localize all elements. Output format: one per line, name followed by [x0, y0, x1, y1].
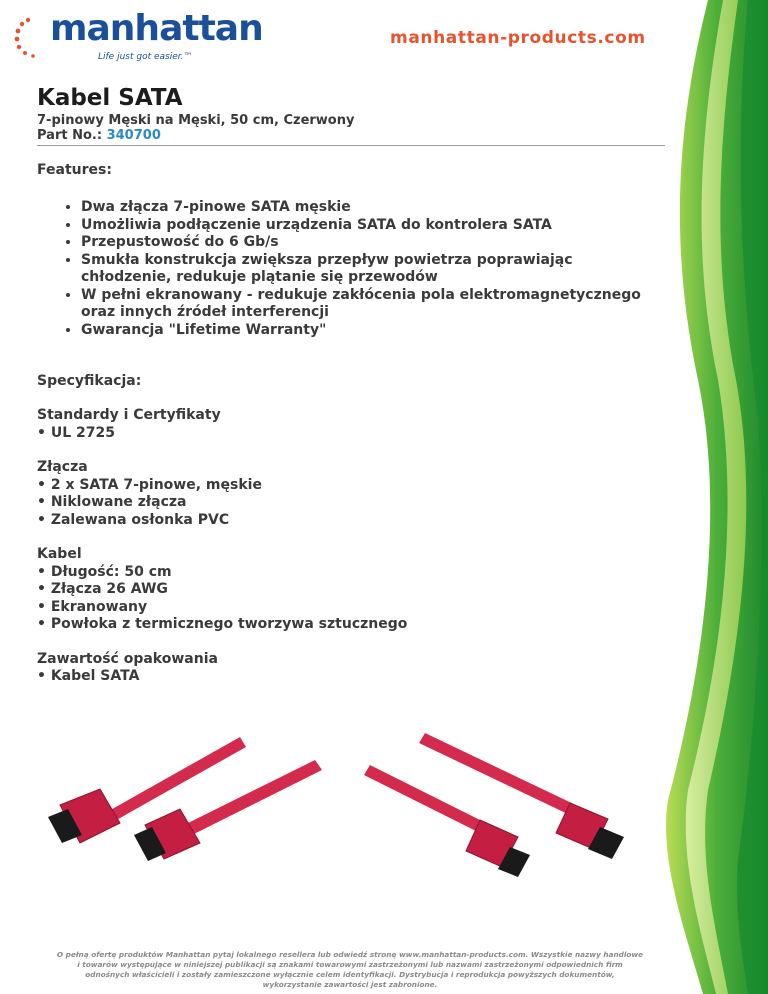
spec-item: • Niklowane złącza	[37, 494, 187, 510]
footer-line: odnośnych właścicieli i zostały zamieszczone wyłącznie celem identyfikacji. Dystrybucja i reprodukcja powyższych dokumentów,	[85, 970, 615, 979]
spec-item: • Ekranowany	[37, 598, 148, 615]
spec-item: • Złącza 26 AWG	[37, 581, 168, 597]
logo-wordmark: manhattan	[50, 8, 263, 49]
spec-group-standards	[37, 407, 665, 442]
spec-item: • Kabel SATA	[37, 668, 140, 684]
spec-item: • UL 2725	[37, 424, 115, 441]
feature-item: • W pełni ekranowany - redukuje zakłócenia pola elektromagnetycznego oraz innych źródeł interferencji	[81, 287, 665, 322]
cable-end-right-outer	[419, 733, 624, 859]
part-number-value: 340700	[106, 128, 161, 143]
spec-item: • 2 x SATA 7-pinowe, męskie	[37, 476, 262, 493]
spec-item: • Powłoka z termicznego tworzywa sztucznego	[37, 616, 408, 632]
spec-item: • Długość: 50 cm	[37, 563, 172, 580]
spec-group-cable	[37, 546, 665, 634]
features-list	[37, 199, 665, 339]
feature-item: • Smukła konstrukcja zwiększa przepływ powietrza poprawiając chłodzenie, redukuje plątanie się przewodów	[81, 252, 665, 287]
spec-group-title: Kabel	[37, 546, 82, 562]
title-divider	[37, 145, 665, 146]
part-number-line	[37, 128, 665, 143]
spec-item: • Zalewana osłonka PVC	[37, 511, 230, 528]
green-swoosh-decoration	[648, 0, 768, 994]
legal-footer	[30, 950, 670, 990]
cable-end-left-inner	[134, 760, 322, 861]
product-title: Kabel SATA	[37, 85, 183, 111]
logo-tagline: Life just got easier.™	[98, 52, 193, 62]
feature-item: • Gwarancja "Lifetime Warranty"	[81, 322, 665, 340]
footer-line: O pełną ofertę produktów Manhattan pytaj lokalnego resellera lub odwiedź stronę www.manhattan-products.com. Wszystkie nazwy handlowe	[56, 950, 644, 959]
datasheet-content	[37, 84, 665, 686]
footer-line: i towarów występujące w niniejszej publikacji są znakami towarowymi zastrzeżonymi lub nazwami zastrzeżonymi odpowiednich firm	[77, 960, 623, 969]
spec-group-title: Standardy i Certyfikaty	[37, 407, 221, 423]
footer-line: wykorzystanie zawartości jest zabronione.	[262, 980, 438, 989]
spec-group-title: Zawartość opakowania	[37, 650, 218, 667]
manhattan-logo	[14, 8, 263, 68]
feature-item: • Umożliwia podłączenie urządzenia SATA do kontrolera SATA	[81, 217, 665, 235]
feature-item: • Przepustowość do 6 Gb/s	[81, 234, 665, 252]
spec-group-connectors	[37, 459, 665, 529]
features-heading: Features:	[37, 162, 112, 178]
spec-group-package	[37, 651, 665, 686]
sata-cable-product-image	[40, 725, 650, 895]
spec-heading: Specyfikacja:	[37, 373, 142, 389]
feature-item: • Dwa złącza 7-pinowe SATA męskie	[81, 199, 665, 217]
product-subtitle: 7-pinowy Męski na Męski, 50 cm, Czerwony	[37, 113, 355, 128]
part-number-label: Part No.:	[37, 128, 103, 143]
site-url[interactable]: manhattan-products.com	[390, 28, 646, 48]
spec-group-title: Złącza	[37, 459, 88, 475]
